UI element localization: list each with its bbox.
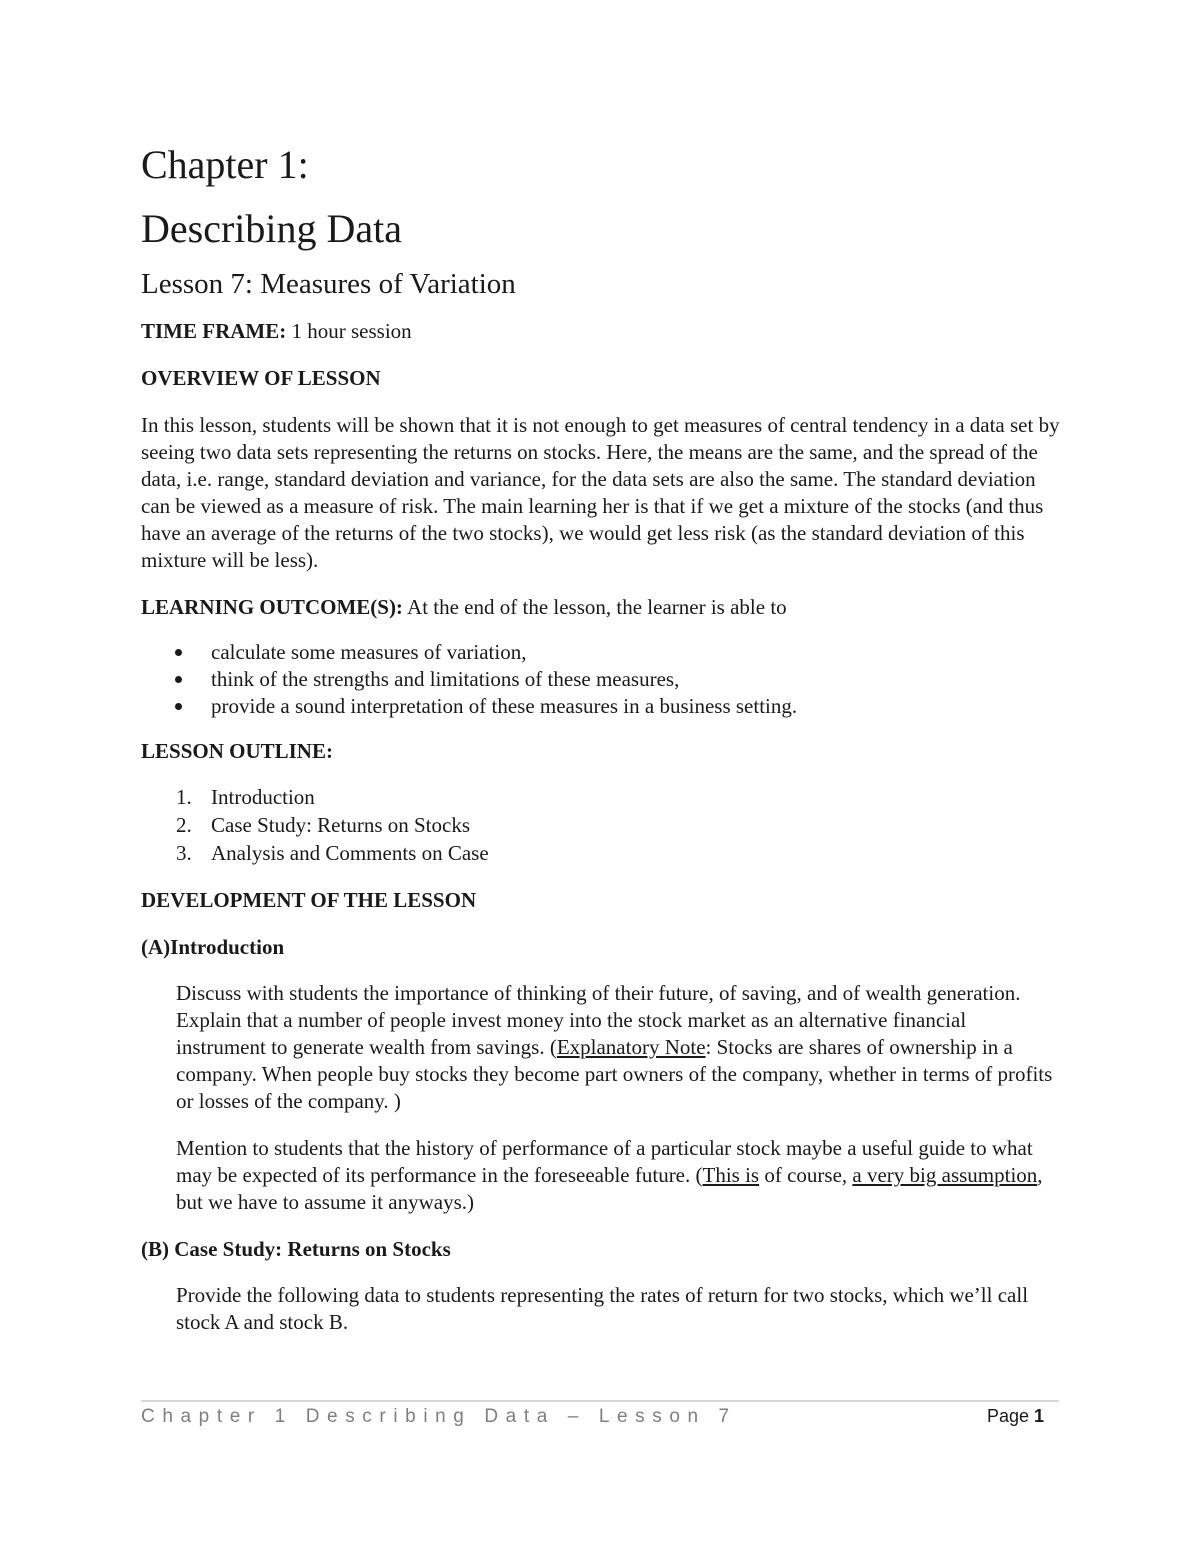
time-frame-label: TIME FRAME: [141, 319, 287, 343]
bullet-icon [175, 649, 182, 656]
section-b-heading: (B) Case Study: Returns on Stocks [141, 1237, 451, 1261]
list-item [141, 839, 1061, 867]
list-item-text: calculate some measures of variation, [211, 640, 527, 664]
list-item-text: Introduction [211, 785, 315, 809]
underlined-text: This is [702, 1163, 760, 1187]
underlined-text: a very big assumption [852, 1163, 1038, 1187]
list-item [141, 693, 1061, 720]
bullet-icon [175, 703, 182, 710]
list-item [141, 811, 1061, 839]
text-run: of course, [759, 1163, 853, 1187]
page-number [987, 1406, 1044, 1427]
learning-outcomes [141, 594, 1061, 621]
explanatory-note-label: Explanatory Note [556, 1035, 706, 1059]
text-run: : Stocks are shares of ownership in a company. When people buy stocks they become part owners of the company, whether in terms of profits or losses of the company. ) [176, 1035, 1053, 1113]
list-item [141, 783, 1061, 811]
footer-divider [141, 1400, 1059, 1402]
footer-title: Chapter 1 Describing Data – Lesson 7 [141, 1406, 737, 1427]
list-number: 2. [176, 813, 192, 837]
page-number-value: 1 [1033, 1406, 1044, 1426]
list-item-text: Analysis and Comments on Case [211, 841, 489, 865]
outline-list [141, 783, 1061, 867]
text-run: Mention to students that the history of performance of a particular stock maybe a useful guide to what may be expected of its performance in the foreseeable future. ( [176, 1136, 1033, 1187]
page-label: Page [986, 1406, 1034, 1426]
subject-title: Describing Data [141, 206, 403, 251]
list-number: 3. [176, 841, 192, 865]
development-heading: DEVELOPMENT OF THE LESSON [141, 888, 477, 912]
text-run: , but we have to assume it anyways.) [176, 1163, 1043, 1214]
overview-heading: OVERVIEW OF LESSON [141, 366, 381, 390]
learning-outcomes-list [141, 639, 1061, 720]
time-frame-value: 1 hour session [286, 319, 412, 343]
time-frame [141, 318, 1061, 345]
text-run: Discuss with students the importance of thinking of their future, of saving, and of wealth generation. Explain that a number of people invest money into the stock market as an alternative financial instrument to generate wealth from savings. ( [176, 981, 1021, 1059]
lesson-title: Lesson 7: Measures of Variation [141, 268, 516, 300]
list-number: 1. [176, 785, 192, 809]
section-b-paragraph-1: Provide the following data to students representing the rates of return for two stocks, which we’ll call stock A and stock B. [176, 1283, 1029, 1334]
section-a-paragraph-1 [141, 980, 1061, 1115]
list-item-text: Case Study: Returns on Stocks [211, 813, 471, 837]
bullet-icon [175, 676, 182, 683]
learning-outcomes-label: LEARNING OUTCOME(S): [141, 595, 403, 619]
list-item [141, 666, 1061, 693]
section-a-heading: (A)Introduction [141, 935, 285, 959]
list-item-text: think of the strengths and limitations of these measures, [211, 667, 680, 691]
list-item-text: provide a sound interpretation of these measures in a business setting. [211, 694, 798, 718]
learning-outcomes-intro: At the end of the lesson, the learner is able to [402, 595, 787, 619]
outline-heading: LESSON OUTLINE: [141, 739, 333, 763]
list-item [141, 639, 1061, 666]
section-a-paragraph-2 [141, 1135, 1061, 1216]
page-content [141, 136, 1061, 1356]
chapter-title: Chapter 1: [141, 142, 309, 187]
overview-text: In this lesson, students will be shown that it is not enough to get measures of central tendency in a data set by seeing two data sets representing the returns on stocks. Here, the means are the same, and the spread of the data, i.e. range, standard deviation and variance, for the data sets are also the same. The standard deviation can be viewed as a measure of risk. The main learning her is that if we get a mixture of the stocks (and thus have an average of the returns of the two stocks), we would get less risk (as the standard deviation of this mixture will be less). [141, 413, 1060, 572]
